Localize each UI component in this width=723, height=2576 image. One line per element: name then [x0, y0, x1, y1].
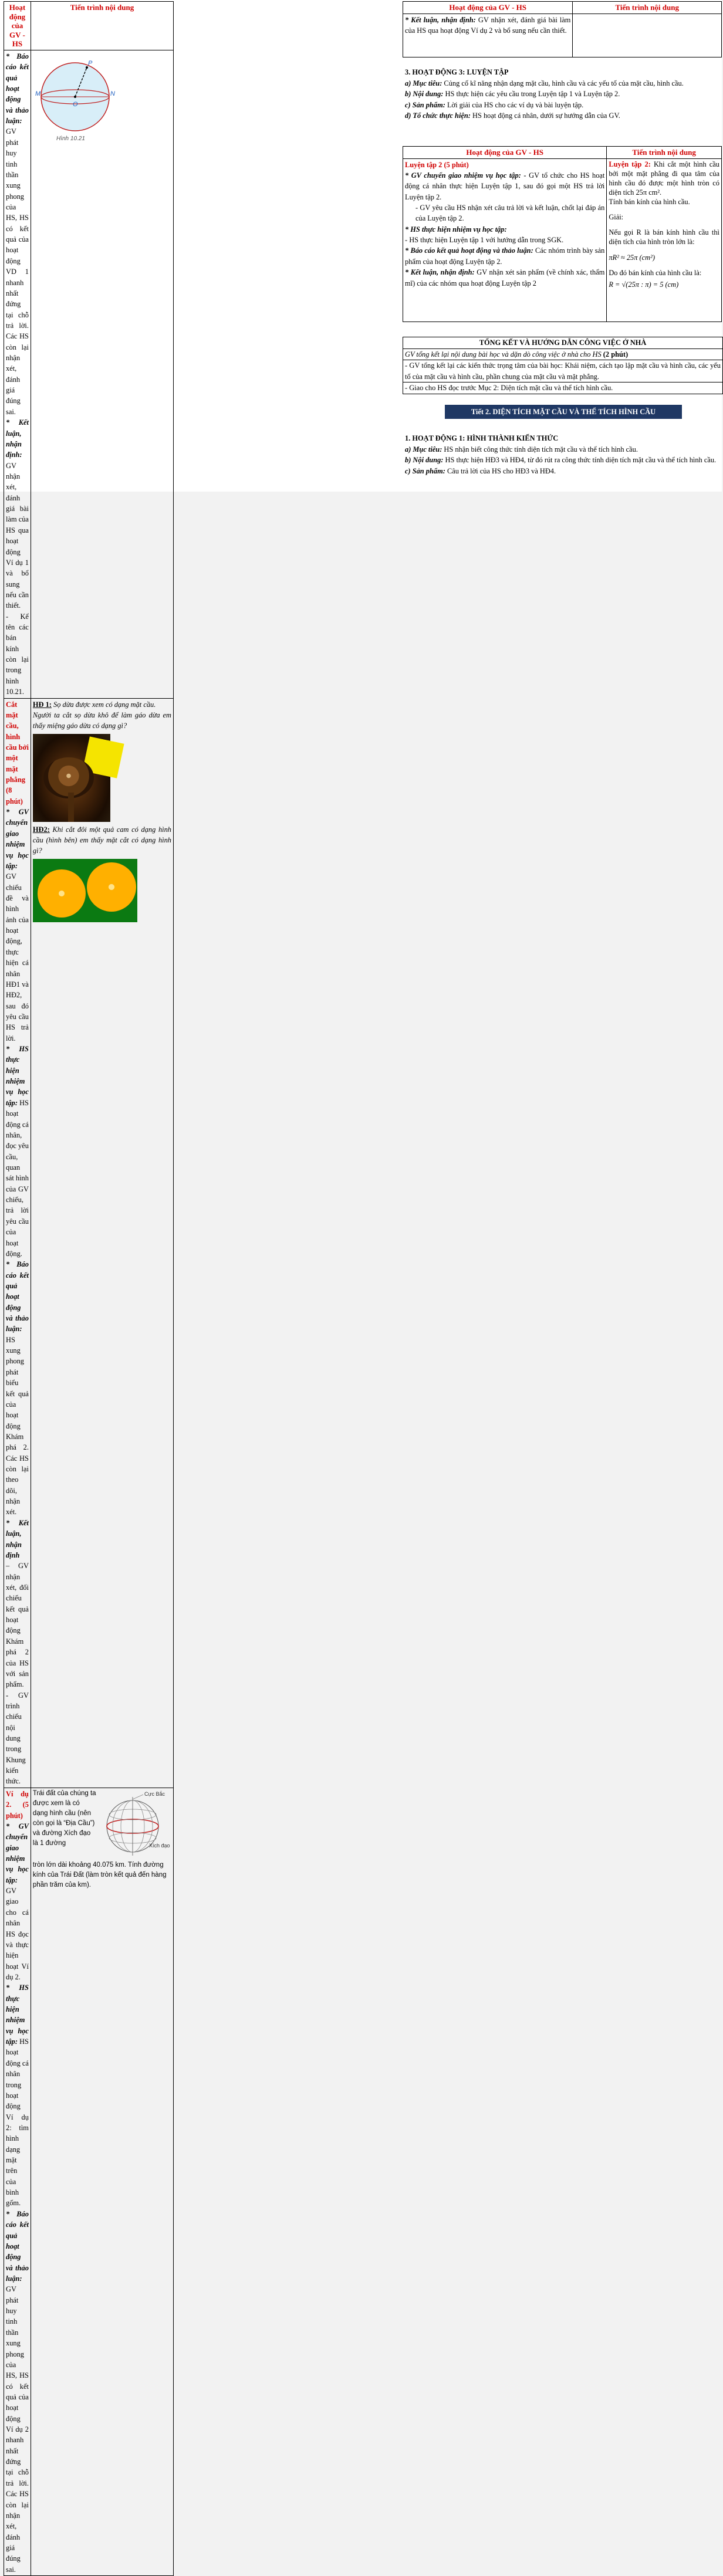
section3-block: 3. HOẠT ĐỘNG 3: LUYỆN TẬP a) Mục tiêu: Củng cố kĩ năng nhận dạng mặt cầu, hình cầu và các yếu tố của mặt cầu, hình cầu. b) Nội dung: HS thực hiện các yêu cầu trong Luyện tập 1 và Luyện tập 2. c) Sản phẩm: Lời giải của HS cho các ví dụ và bài luyện tập. d) Tổ chức thực hiện: HS hoạt động cá nhân, dưới sự hướng dẫn của GV. [405, 67, 722, 121]
orange-halves-photo [33, 859, 137, 922]
row3-activity-cell: Ví dụ 2. (5 phút) * GV chuyển giao nhiệm vụ học tập: GV giao cho cá nhân HS đọc và thực hiện hoạt Ví dụ 2. * HS thực hiện nhiệm vụ học tập: HS hoạt động cá nhân trong hoạt động Ví dụ 2: tìm hình dạng mặt trên của bình gốm. * Báo cáo kết quả hoạt động và thảo luận: GV phát huy tinh thần xung phong của HS, HS có kết quả của hoạt động Ví dụ 2 nhanh nhất đứng tại chỗ trả lời. Các HS còn lại nhận xét, đánh giá đúng sai. [4, 1788, 31, 2575]
label-north-pole: Cực Bắc [144, 1790, 165, 1797]
section-title-example2: Ví dụ 2. (5 phút) [6, 1789, 29, 1820]
label-equator: Xích đạo [148, 1842, 170, 1849]
row1-activity-cell: * Báo cáo kết quả hoạt động và thảo luận: GV phát huy tinh thần xung phong của HS, HS có kết quả của hoạt động VD 1 nhanh nhất đứng tại chỗ trả lời. Các HS còn lại nhận xét, đánh giá đúng sai. * Kết luận, nhận định: GV nhận xét, đánh giá bài làm của HS qua hoạt động Ví dụ 1 và bổ sung nếu cần thiết. - Kể tên các bán kính còn lại trong hình 10.21. [4, 50, 31, 698]
section3-heading: 3. HOẠT ĐỘNG 3: LUYỆN TẬP [405, 68, 509, 76]
formula-area: πR² ≈ 25π (cm²) [609, 253, 655, 262]
summary-box: TỔNG KẾT VÀ HƯỚNG DẪN CÔNG VIỆC Ở NHÀ GV tổng kết lại nội dung bài học và dặn dò công việc ở nhà cho HS (2 phút) - GV tổng kết lại các kiến thức trọng tâm của bài học: Khái niệm, cách tạo lập mặt cầu và hình cầu, các yếu tố của mặt cầu và hình cầu, phần chung của mặt cầu và mặt phẳng. - Giao cho HS đọc trước Mục 2: Diện tích mặt cầu và thể tích hình cầu. [403, 337, 723, 394]
right-top-table [403, 1, 722, 57]
label-n: N [110, 90, 115, 97]
row2-activity-cell: Cắt mặt cầu, hình cầu bởi một mặt phẳng (8 phút) * GV chuyển giao nhiệm vụ học tập: GV chiếu đề và hình ảnh của hoạt động, thực hiện cá nhân HĐ1 và HĐ2, sau đó yêu cầu HS trả lời. * HS thực hiện nhiệm vụ học tập: HS hoạt động cá nhân, đọc yêu cầu, quan sát hình của GV chiếu, trả lời yêu cầu của hoạt động. * Báo cáo kết quả hoạt động và thảo luận: HS xung phong phát biểu kết quả của hoạt động Khám phá 2. Các HS còn lại theo dõi, nhận xét. * Kết luận, nhận định – GV nhận xét, đối chiếu kết quả hoạt động Khám phá 2 của HS với sản phẩm. - GV trình chiếu nội dung trong Khung kiến thức. [4, 698, 31, 1788]
formula-radius: R = √(25π : π) = 5 (cm) [609, 280, 679, 289]
label-m: M [35, 90, 41, 97]
left-activity-table [4, 1, 174, 2576]
coconut-shell-photo [33, 734, 110, 822]
section1-heading: 1. HOẠT ĐỘNG 1: HÌNH THÀNH KIẾN THỨC [405, 434, 559, 442]
sphere-figure [33, 57, 121, 145]
conclusion-cell: * Kết luận, nhận định: GV nhận xét, đánh giá bài làm của HS qua hoạt động Ví dụ 2 và bổ sung nếu cần thiết. [403, 13, 573, 57]
label-o: O [72, 100, 78, 108]
section1-block: 1. HOẠT ĐỘNG 1: HÌNH THÀNH KIẾN THỨC a) Mục tiêu: HS nhận biết công thức tính diện tích mặt cầu và thể tích hình cầu. b) Nội dung: HS thực hiện HĐ3 và HĐ4, từ đó rút ra công thức tính diện tích mặt cầu và thể tích hình cầu. c) Sản phẩm: Câu trả lời của HS cho HĐ3 và HĐ4. [405, 433, 722, 476]
row3-content-cell: Trái đất của chúng ta được xem là có dạng hình cầu (nên còn gọi là “Địa Cầu”) và đường Xích đạo là 1 đường Cực Bắc Xích đạo tròn lớn dài khoảng 40.075 km. Tính đường kính của Trái Đất (làm tròn kết quả đến hàng phần trăm của km). [31, 1788, 173, 2575]
col-header-activity: Hoạt động của GV - HS [403, 147, 607, 159]
col-header-activity: Hoạt động của GV - HS [4, 2, 31, 50]
label-p: P [87, 59, 93, 67]
col-header-activity: Hoạt động của GV - HS [403, 2, 573, 14]
summary-title: TỔNG KẾT VÀ HƯỚNG DẪN CÔNG VIỆC Ở NHÀ [403, 337, 722, 349]
left-page [0, 0, 352, 2574]
practice-table [403, 146, 722, 322]
col-header-content: Tiến trình nội dung [573, 2, 722, 14]
row2-content-cell: HĐ 1: Sọ dừa được xem có dạng mặt cầu. Người ta cắt sọ dừa khô để làm gáo dừa em thấy miệng gáo dừa có dạng gì? HĐ2: Khi cắt đôi một quả cam có dạng hình cầu (hình bên) em thấy mặt cắt có dạng hình gì? [31, 698, 173, 1788]
practice-content-cell: Luyện tập 2: Khi cắt một hình cầu bởi một mặt phẳng đi qua tâm của hình cầu đó được một hình tròn có diện tích 25π cm². Tính bán kính của hình cầu. Giải: Nếu gọi R là bán kính hình cầu thì diện tích của hình tròn lớn là: πR² ≈ 25π (cm²) Do đó bán kính của hình cầu là: R = √(25π : π) = 5 (cm) [607, 158, 722, 321]
right-page [352, 0, 722, 492]
figure-caption: Hình 10.21 [56, 135, 85, 142]
section-title-cut: Cắt mặt cầu, hình cầu bởi một mặt phẳng (8 phút) [6, 700, 29, 805]
row1-figure-cell [31, 50, 173, 698]
empty-content-cell [573, 13, 722, 57]
col-header-content: Tiến trình nội dung [607, 147, 722, 159]
earth-globe-figure [96, 1789, 171, 1860]
col-header-content: Tiến trình nội dung [31, 2, 173, 50]
practice-activity-cell: Luyện tập 2 (5 phút) * GV chuyển giao nhiệm vụ học tập: - GV tổ chức cho HS hoạt động cá nhân thực hiện Luyện tập 1, sau đó gọi một HS trả lời Luyện tập 2. - GV yêu cầu HS nhận xét câu trả lời và kết luận, chốt lại đáp án của Luyện tập 2. * HS thực hiện nhiệm vụ học tập: - HS thực hiện Luyện tập 1 với hướng dẫn trong SGK. * Báo cáo kết quả hoạt động và thảo luận: Các nhóm trình bày sản phẩm của hoạt động Luyện tập 2. * Kết luận, nhận định: GV nhận xét sản phẩm (về chính xác, thẩm mĩ) của các nhóm qua hoạt động Luyện tập 2 [403, 158, 607, 321]
lesson-banner: Tiết 2. DIỆN TÍCH MẶT CẦU VÀ THỂ TÍCH HÌNH CẦU [445, 405, 682, 419]
